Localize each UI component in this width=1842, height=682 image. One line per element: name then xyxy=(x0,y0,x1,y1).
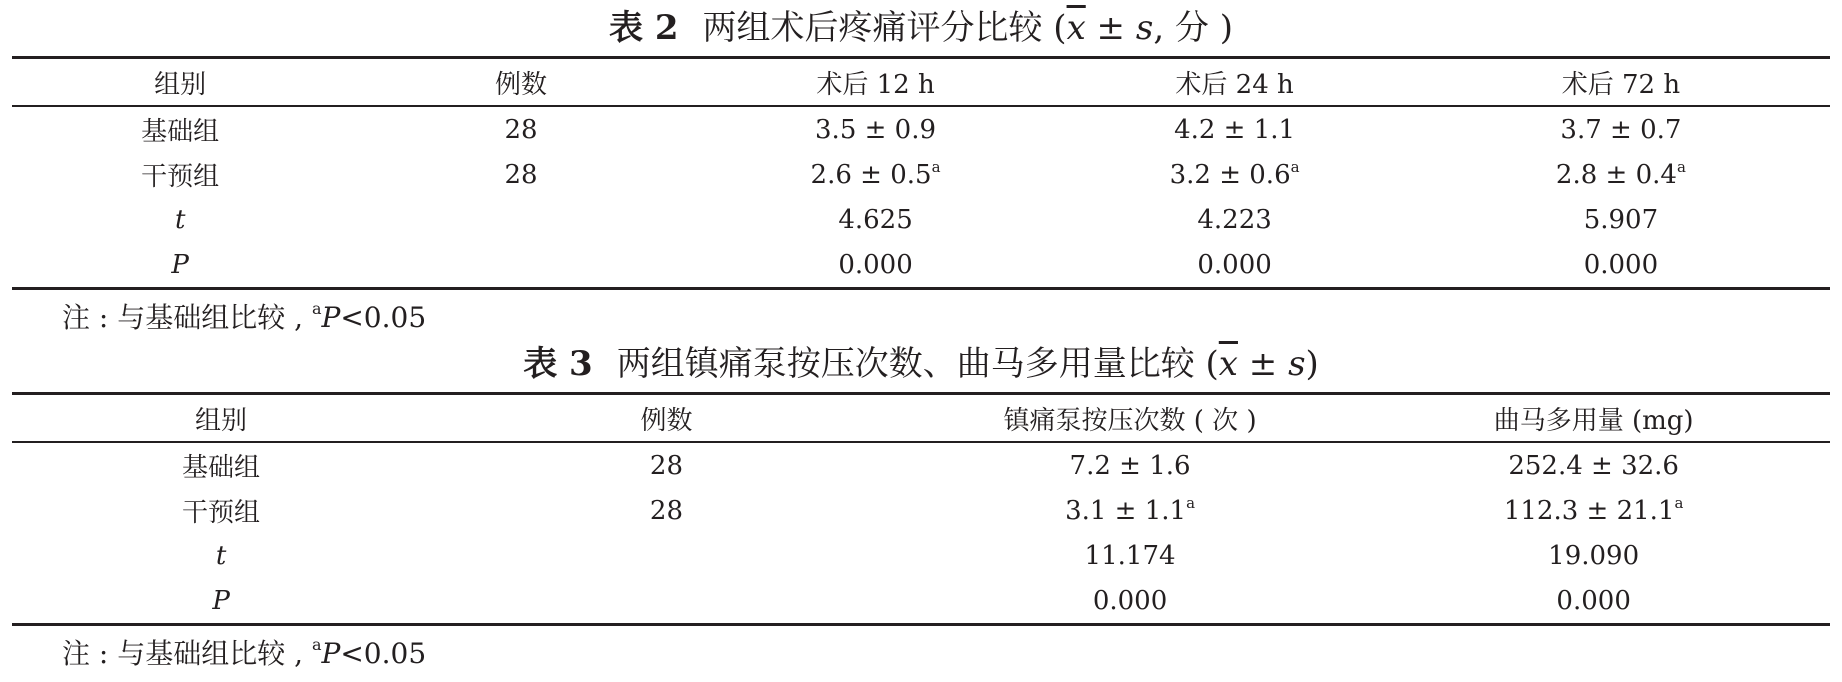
table3-cell-n xyxy=(430,533,903,578)
table2-cell-72h: 0.000 xyxy=(1583,249,1659,280)
table2-block xyxy=(12,0,1830,342)
table2-cell-24h: 4.223 xyxy=(1197,204,1272,235)
table2-cell-12h: 3.5 ± 0.9 xyxy=(815,114,937,145)
table3-footnote: 注 : 与基础组比较 , $^a$P<0.05 xyxy=(62,635,427,670)
table3-title-text: 两组镇痛泵按压次数、曲马多用量比较 ( xyxy=(616,344,1219,384)
table3-title-pm: ± xyxy=(1237,344,1289,384)
table2-cell-72h: 5.907 xyxy=(1583,204,1659,235)
table3-cell-group: 基础组 xyxy=(182,453,261,483)
table3-cell-stat-p: P xyxy=(212,585,230,616)
table3-cell-n xyxy=(430,578,903,625)
table2 xyxy=(12,56,1830,290)
table2-cell-stat-p: P xyxy=(171,249,189,280)
table2-title-mean: $\overline{x}$ xyxy=(1066,8,1086,48)
table2-label: 表 2 xyxy=(608,8,679,48)
table3-title-unit: ) xyxy=(1305,344,1319,384)
table3-cell-dose: 0.000 xyxy=(1556,585,1631,616)
table-row xyxy=(12,578,1830,625)
table2-cell-72h: 3.7 ± 0.7 xyxy=(1560,114,1682,145)
table3-cell-dose: 19.090 xyxy=(1548,540,1640,571)
table2-cell-24h: 4.2 ± 1.1 xyxy=(1174,114,1296,145)
table2-header-24h: 术后 24 h xyxy=(1175,69,1294,100)
table3-cell-n: 28 xyxy=(649,450,683,481)
table2-header-n: 例数 xyxy=(495,69,548,100)
table2-cell-12h: 0.000 xyxy=(838,249,913,280)
table3-label: 表 3 xyxy=(523,344,593,384)
table3-cell-group: 干预组 xyxy=(182,498,261,528)
table3-header-row xyxy=(12,394,1830,443)
table2-title-pm: ± xyxy=(1085,8,1136,48)
table3-block xyxy=(12,336,1830,678)
table2-header-row xyxy=(12,58,1830,107)
table2-cell-12h: 4.625 xyxy=(838,204,913,235)
table3 xyxy=(12,392,1830,626)
table3-header-dose: 曲马多用量 (mg) xyxy=(1493,405,1694,436)
table2-cell-group: 基础组 xyxy=(141,117,220,147)
table2-cell-24h: 3.2 ± 0.6$^a$ xyxy=(1169,157,1300,190)
table3-header-group: 组别 xyxy=(195,405,248,436)
table2-cell-72h: 2.8 ± 0.4$^a$ xyxy=(1555,157,1686,190)
table3-title-s: s xyxy=(1288,344,1306,384)
table3-cell-press: 11.174 xyxy=(1084,540,1176,571)
table2-cell-group: 干预组 xyxy=(141,162,220,192)
table-row xyxy=(12,533,1830,578)
table-row xyxy=(12,106,1830,152)
table-row xyxy=(12,488,1830,533)
table-row xyxy=(12,197,1830,242)
table3-header-n: 例数 xyxy=(640,405,693,436)
table2-cell-24h: 0.000 xyxy=(1197,249,1272,280)
table2-footnote: 注 : 与基础组比较 , $^a$P<0.05 xyxy=(62,299,427,334)
table3-cell-n: 28 xyxy=(649,495,683,526)
table3-cell-dose: 252.4 ± 32.6 xyxy=(1508,450,1679,481)
table2-cell-n xyxy=(348,242,693,289)
table-row xyxy=(12,442,1830,488)
table3-cell-press: 3.1 ± 1.1$^a$ xyxy=(1065,493,1196,526)
table2-cell-stat-t: t xyxy=(174,204,186,235)
table3-cell-press: 7.2 ± 1.6 xyxy=(1069,450,1191,481)
table3-header-press: 镇痛泵按压次数 ( 次 ) xyxy=(1003,405,1257,436)
table-row xyxy=(12,152,1830,197)
table2-header-group: 组别 xyxy=(154,69,207,100)
table3-title xyxy=(12,336,1830,392)
table2-title-text: 两组术后疼痛评分比较 ( xyxy=(702,8,1067,48)
table2-header-72h: 术后 72 h xyxy=(1561,69,1681,100)
table3-cell-dose: 112.3 ± 21.1$^a$ xyxy=(1503,493,1684,526)
table2-title-unit: , 分 ) xyxy=(1153,8,1233,48)
table2-title xyxy=(12,0,1830,56)
table2-cell-n xyxy=(348,197,693,242)
table2-header-12h: 术后 12 h xyxy=(816,69,935,100)
table-row xyxy=(12,242,1830,289)
table2-title-s: s xyxy=(1135,8,1154,48)
table3-cell-press: 0.000 xyxy=(1092,585,1168,616)
table3-title-mean: $\overline{x}$ xyxy=(1218,344,1238,384)
table2-cell-n: 28 xyxy=(504,114,538,145)
table2-cell-12h: 2.6 ± 0.5$^a$ xyxy=(810,157,941,190)
table2-cell-n: 28 xyxy=(504,159,538,190)
table3-cell-stat-t: t xyxy=(215,540,227,571)
